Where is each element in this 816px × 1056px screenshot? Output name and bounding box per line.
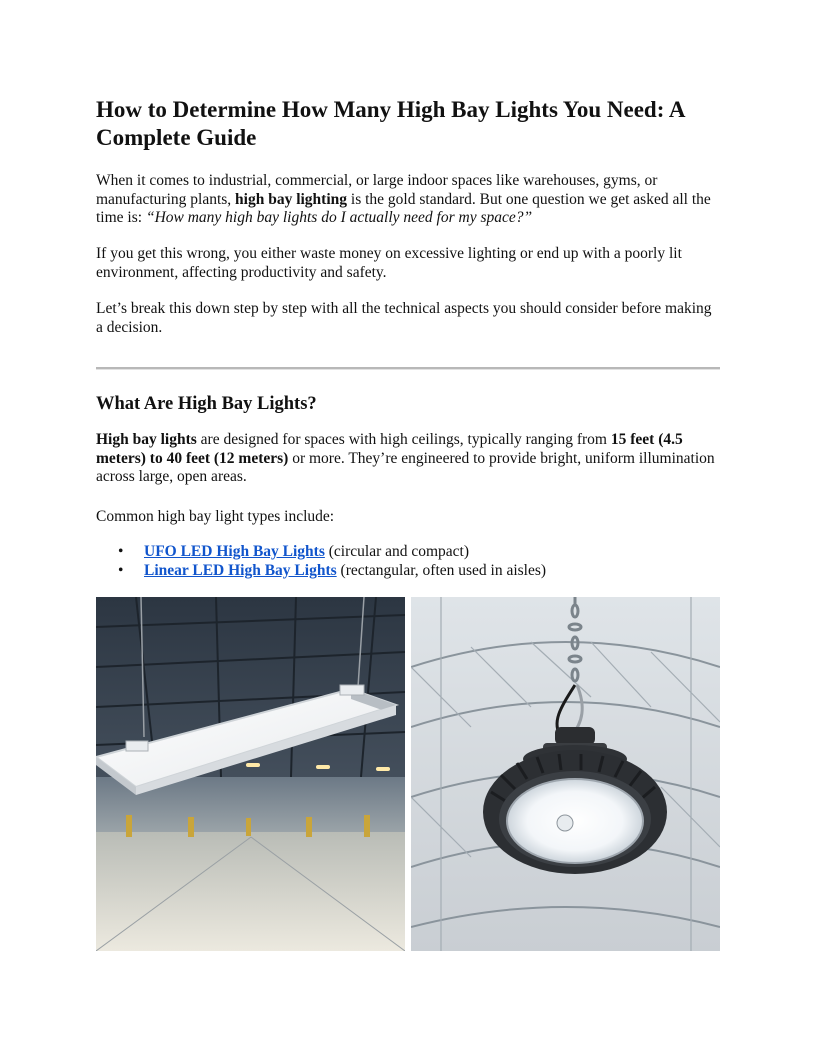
intro-bold-high-bay-lighting: high bay lighting bbox=[235, 190, 348, 208]
list-item bbox=[96, 562, 720, 581]
intro-paragraph-1 bbox=[96, 172, 720, 228]
bold-ceiling-range: 15 feet (4.5 meters) to 40 feet (12 meters) bbox=[96, 431, 683, 467]
page-title: How to Determine How Many High Bay Lights You Need: A Complete Guide bbox=[96, 97, 685, 150]
list-item-description: (circular and compact) bbox=[324, 543, 470, 560]
intro-paragraph-2: If you get this wrong, you either waste money on excessive lighting or end up with a poorly lit environment, affecting productivity and safety. bbox=[96, 245, 682, 281]
intro-paragraph-3: Let’s break this down step by step with all the technical aspects you should consider before making a decision. bbox=[96, 300, 712, 336]
product-photos bbox=[96, 597, 720, 951]
high-bay-types-list bbox=[96, 543, 720, 580]
section-heading-what-are-high-bay-lights: What Are High Bay Lights? bbox=[96, 394, 317, 414]
bold-high-bay-lights: High bay lights bbox=[96, 431, 197, 448]
linear-led-high-bay-link[interactable]: Linear LED High Bay Lights bbox=[144, 561, 337, 579]
ufo-high-bay-photo bbox=[411, 597, 720, 951]
ufo-led-high-bay-link[interactable]: UFO LED High Bay Lights bbox=[144, 543, 325, 560]
linear-high-bay-photo bbox=[96, 597, 405, 951]
section-paragraph-1 bbox=[96, 431, 720, 487]
bullet-icon: • bbox=[118, 543, 124, 560]
list-item-description: (rectangular, often used in aisles) bbox=[336, 561, 547, 579]
intro-text-a: When it comes to industrial, commercial, or large indoor spaces like warehouses, gyms, or manufacturing plants, bbox=[96, 172, 658, 208]
intro-text-b: is the gold standard. But one question we get asked all the time is: bbox=[96, 190, 711, 226]
bullet-icon: • bbox=[118, 561, 124, 579]
section-text-b: or more. They’re engineered to provide bright, uniform illumination across large, open areas. bbox=[96, 449, 715, 485]
list-item bbox=[96, 543, 720, 562]
section-paragraph-2: Common high bay light types include: bbox=[96, 508, 335, 525]
horizontal-divider bbox=[96, 367, 720, 370]
section-text-a: are designed for spaces with high ceilings, typically ranging from bbox=[196, 431, 611, 448]
intro-question-quote: “How many high bay lights do I actually need for my space?” bbox=[145, 209, 533, 226]
